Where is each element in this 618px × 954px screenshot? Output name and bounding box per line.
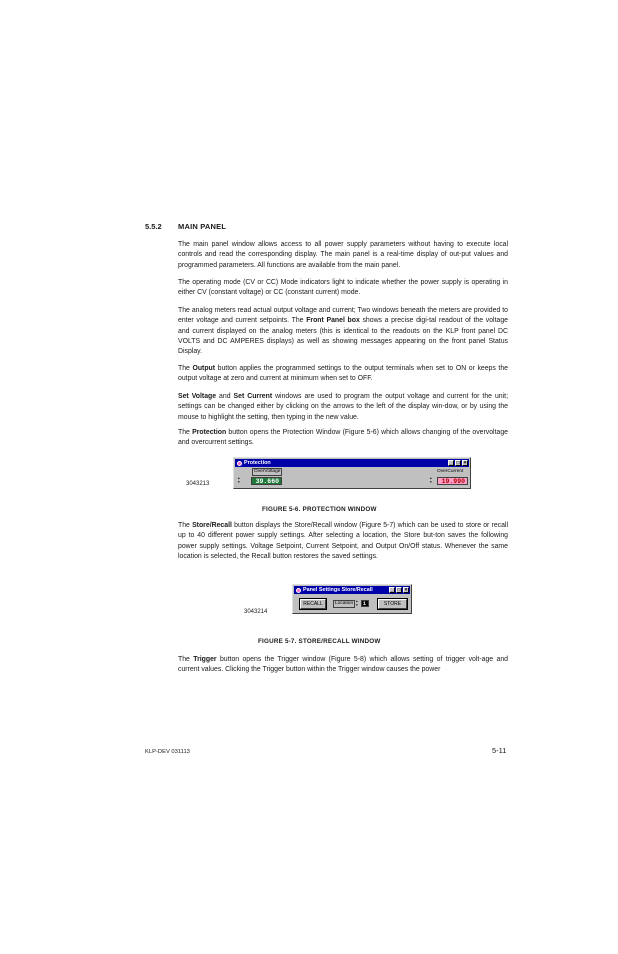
section-title: MAIN PANEL — [178, 222, 227, 231]
window-title: Protection — [244, 460, 271, 466]
minimize-icon[interactable]: _ — [449, 460, 453, 466]
paragraph-main-panel: The main panel window allows access to all power supply parameters without having to execute local controls and read the corresponding display. The main panel is a real-time display of out-put values and programmed parameters. All functions are available from the main panel. — [178, 241, 508, 269]
location-label: Location — [335, 601, 354, 606]
store-button[interactable]: STORE — [378, 599, 407, 609]
recall-button[interactable]: RECALL — [300, 599, 326, 609]
maximize-icon[interactable]: □ — [397, 587, 401, 593]
overcurrent-label: OverCurrent — [437, 469, 464, 474]
paragraph-output-button: The Output button applies the programmed settings to the output terminals when set to ON or keeps the output voltage at zero and current at minimum when set to OFF. — [178, 365, 508, 383]
paragraph-operating-mode: The operating mode (CV or CC) Mode indicators light to indicate whether the power supply is operating in either CV (constant voltage) or CC (constant current) mode. — [178, 279, 508, 297]
overvoltage-field[interactable]: 39.660 — [251, 477, 282, 485]
store-recall-titlebar — [294, 586, 410, 594]
close-icon[interactable]: × — [463, 460, 467, 466]
overvoltage-spin-icon[interactable]: ▴ ▾ — [238, 476, 240, 484]
paragraph-trigger-button: The Trigger button opens the Trigger window (Figure 5-8) which allows setting of trigger volt-age and current values. Clicking the Trigger button within the Trigger window causes the power — [178, 656, 508, 674]
app-icon — [296, 588, 301, 593]
paragraph-protection-button: The Protection button opens the Protection Window (Figure 5-6) which allows changing of the overvoltage and overcurrent settings. — [178, 429, 508, 447]
store-recall-window — [292, 584, 412, 614]
paragraph-analog-meters: The analog meters read actual output voltage and current; Two windows beneath the meters are provided to enter voltage and current setpoints. The Front Panel box shows a precise digi-tal readout of the voltage and current displayed on the analog meters (this is identical to the readouts on the KLP front panel DC VOLTS and DC AMPERES displays) as well as showing messages appearing on the front panel Status Display. — [178, 307, 508, 356]
paragraph-store-recall: The Store/Recall button displays the Store/Recall window (Figure 5-7) which can be used to store or recall up to 40 different power supply settings. After selecting a location, the Store but-ton saves the following power supply settings. Voltage Setpoint, Current Setpoint, and Output On/Off status. Whenever the same location is selected, the Recall button restores the saved settings. — [178, 522, 508, 560]
overcurrent-spin-icon[interactable]: ▴ ▾ — [430, 476, 432, 484]
minimize-icon[interactable]: _ — [390, 587, 394, 593]
figure-5-6-caption: FIGURE 5-6. PROTECTION WINDOW — [262, 506, 377, 513]
window-title: Panel Settings Store/Recall — [303, 587, 373, 593]
page-number: 5-11 — [492, 746, 507, 755]
paragraph-set-voltage-current: Set Voltage and Set Current windows are used to program the output voltage and current for the unit; settings can be changed either by clicking on the arrows to the left of the display win-dow, or by using the mouse to highlight the setting, then typing in the new value. — [178, 393, 509, 421]
figure-5-7-caption: FIGURE 5-7. STORE/RECALL WINDOW — [258, 638, 381, 645]
location-field[interactable]: 1 — [361, 600, 369, 607]
section-number: 5.5.2 — [145, 222, 162, 231]
overvoltage-label: OverVoltage — [254, 469, 281, 474]
close-icon[interactable]: × — [404, 587, 408, 593]
overcurrent-field[interactable]: 19.990 — [437, 477, 468, 485]
maximize-icon[interactable]: □ — [456, 460, 460, 466]
footer-doc-id: KLP-DEV 031113 — [145, 749, 190, 755]
protection-titlebar — [235, 459, 469, 467]
location-spin-icon[interactable]: ▴ ▾ — [356, 599, 358, 607]
figure-5-7-id: 3043214 — [244, 609, 268, 615]
figure-5-6-id: 3043213 — [186, 481, 210, 487]
app-icon — [237, 461, 242, 466]
protection-window — [233, 457, 471, 489]
